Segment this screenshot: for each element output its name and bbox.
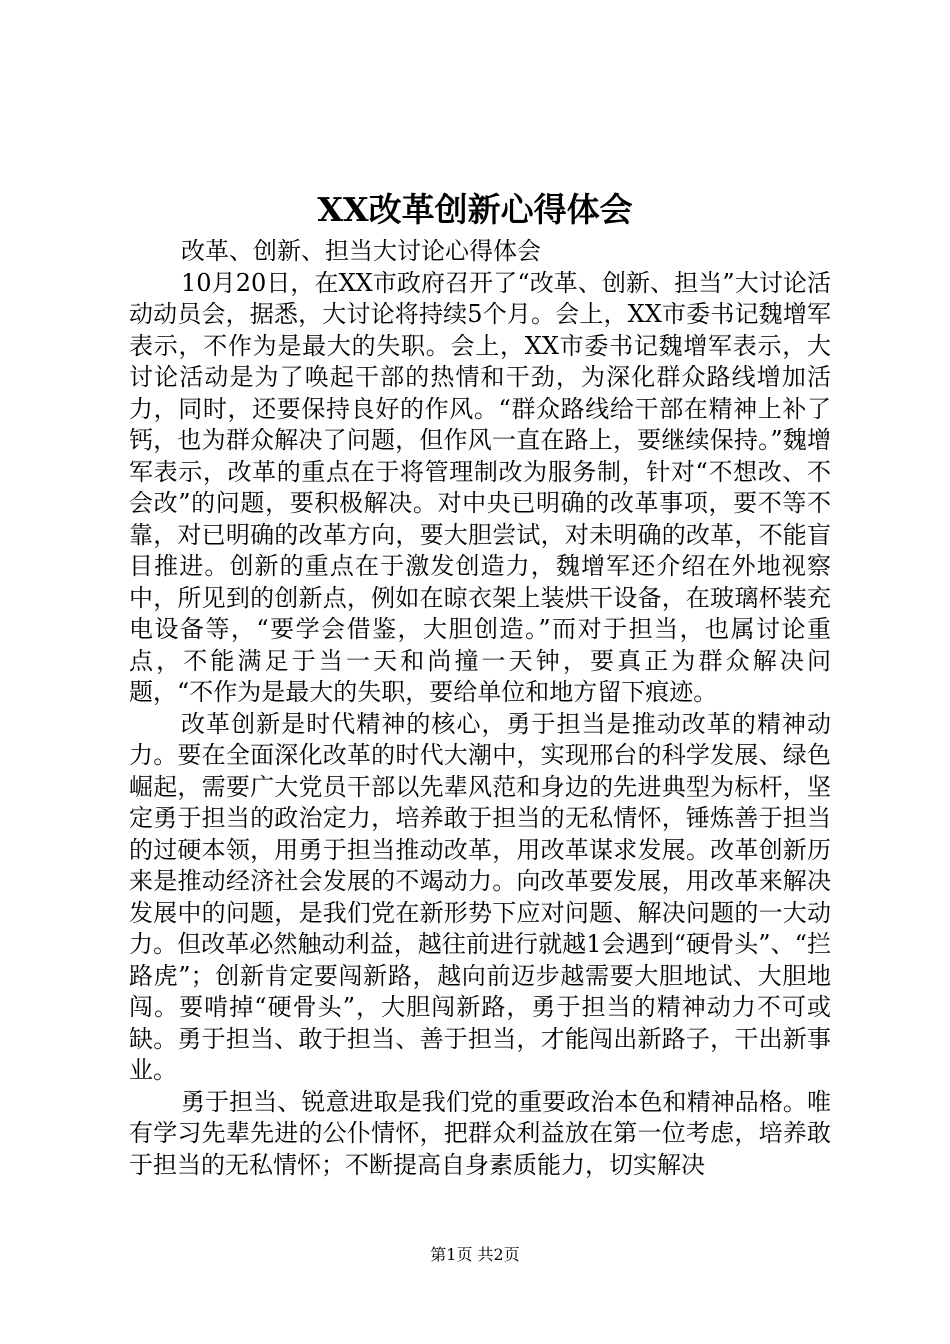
- document-body: [129, 236, 831, 1181]
- page-number-footer: 第1页 共2页: [430, 1245, 520, 1264]
- paragraph-3: 勇于担当、锐意进取是我们党的重要政治本色和精神品格。唯有学习先辈先进的公仆情怀，把群众利益放在第一位考虑，培养敢于担当的无私情怀；不断提高自身素质能力，切实解决: [129, 1087, 831, 1179]
- document-title: XX改革创新心得体会: [317, 190, 633, 229]
- paragraph-1: 10月20日，在XX市政府召开了“改革、创新、担当”大讨论活动动员会，据悉，大讨论将持续5个月。会上，XX市委书记魏增军表示，不作为是最大的失职。会上，XX市委书记魏增军表示，大讨论活动是为了唤起干部的热情和干劲，为深化群众路线增加活力，同时，还要保持良好的作风。“群众路线给干部在精神上补了钙，也为群众解决了问题，但作风一直在路上，要继续保持。”魏增军表示，改革的重点在于将管理制改为服务制，针对“不想改、不会改”的问题，要积极解决。对中央已明确的改革事项，要不等不靠，对已明确的改革方向，要大胆尝试，对未明确的改革，不能盲目推进。创新的重点在于激发创造力，魏增军还介绍在外地视察中，所见到的创新点，例如在晾衣架上装烘干设备，在玻璃杯装充电设备等，“要学会借鉴，大胆创造。”而对于担当，也属讨论重点，不能满足于当一天和尚撞一天钟，要真正为群众解决问题，“不作为是最大的失职，要给单位和地方留下痕迹。: [129, 268, 831, 706]
- paragraph-subtitle: 改革、创新、担当大讨论心得体会: [181, 237, 541, 265]
- paragraph-2: 改革创新是时代精神的核心，勇于担当是推动改革的精神动力。要在全面深化改革的时代大潮中，实现邢台的科学发展、绿色崛起，需要广大党员干部以先辈风范和身边的先进典型为标杆，坚定勇于担当的政治定力，培养敢于担当的无私情怀，锤炼善于担当的过硬本领，用勇于担当推动改革，用改革谋求发展。改革创新历来是推动经济社会发展的不竭动力。向改革要发展，用改革来解决发展中的问题，是我们党在新形势下应对问题、解决问题的一大动力。但改革必然触动利益，越往前进行就越1会遇到“硬骨头”、“拦路虎”；创新肯定要闯新路，越向前迈步越需要大胆地试、大胆地闯。要啃掉“硬骨头”，大胆闯新路，勇于担当的精神动力不可或缺。勇于担当、敢于担当、善于担当，才能闯出新路子，干出新事业。: [129, 709, 831, 1084]
